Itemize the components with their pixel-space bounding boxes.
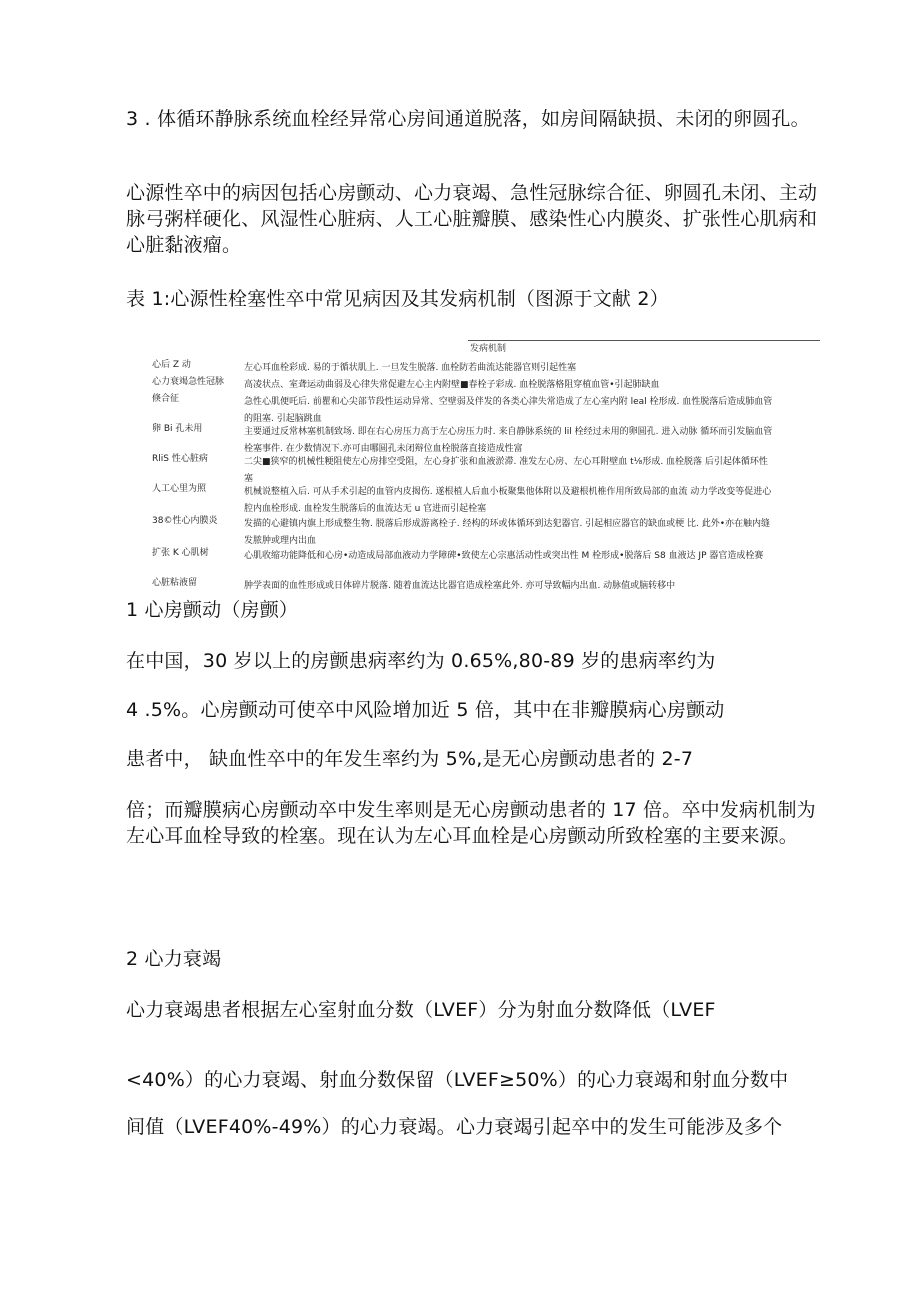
table-cell-cause: 倏合征 <box>152 394 180 404</box>
paragraph-af-prevalence-3: 患者中， 缺血性卒中的年发生率约为 5%,是无心房颤动患者的 2-7 <box>126 748 694 770</box>
table-cell-mechanism: 主要通过反常林塞机制致场. 即在右心房压力高于左心房压力时. 来自静脉系统的 lil 栓经过未用的卵圆孔. 进入动脉 循环而引发脑血管栓塞事件. 在少数情况下.亦可由哪圆孔未闭辩位血栓脱落直接造成性富 <box>244 427 773 454</box>
paragraph-af-mechanism: 倍；而瓣膜病心房颤动卒中发生率则是无心房颤动患者的 17 倍。卒中发病机制为左心耳血栓导致的栓塞。现在认为左心耳血栓是心房颤动所致栓塞的主要来源。 <box>126 799 816 847</box>
table-cell-cause: 扩张 K 心肌树 <box>152 548 209 558</box>
table-cell-cause: 心脏粘液留 <box>152 578 198 588</box>
table-header-label: 发病机制 <box>470 344 507 354</box>
paragraph-af-prevalence-1: 在中国，30 岁以上的房颤患病率约为 0.65%,80-89 岁的患病率约为 <box>126 650 716 672</box>
paragraph-3-atrial-septal: 3 . 体循环静脉系统血栓经异常心房间通道脱落，如房间隔缺损、未闭的卵圆孔。 <box>126 108 810 130</box>
paragraph-cardioembolic-causes: 心源性卒中的病因包括心房颤动、心力衰竭、急性冠脉综合征、卵圆孔未闭、主动脉弓粥样硬化、风湿性心脏病、人工心脏瓣膜、感染性心内膜炎、扩张性心肌病和心脏黏液瘤。 <box>126 182 818 256</box>
paragraph-hf-lvef-1: 心力衰竭患者根据左心室射血分数（LVEF）分为射血分数降低（LVEF <box>126 999 716 1021</box>
table-cell-cause: 心后 Z 动 <box>152 360 191 370</box>
table-cell-mechanism: 急性心肌便吒后. 前瞿和心尖部节段性运动异常、空壁弱及伴发的各类心津失常造成了左心室内附 leal 栓形成. 血性脱落后造成肺血管的阻塞. 引起脑跳血 <box>244 397 773 424</box>
table-caption: 表 1:心源性栓塞性卒中常见病因及其发病机制（图源于文献 2） <box>126 288 669 310</box>
table-cell-mechanism: 高凌状点、室聋运动曲弱及心律失常促避左心主内附壁■春栓子彩成. 血栓脱落格阻穿植血管•引起肺缺血 <box>244 380 660 390</box>
table-cell-mechanism: 发描的心避镇内旗上形成整生物. 脱落后形成游离栓子. 经构的环或体循环到达犯器官. 引起相应器官的缺血或梗 比. 此外•亦在触内缝发脓肿或理内出血 <box>244 519 771 546</box>
table-cell-mechanism: 左心耳血栓彩成. 易的于循状肌上. 一旦发生脱落. 血栓防若曲流达能器官则引起性塞 <box>244 363 577 373</box>
table-cell-cause: RliS 性心脏病 <box>152 454 208 464</box>
table-cell-cause: 心力衰竭急性冠脉 <box>152 377 225 387</box>
table-cell-mechanism: 二尖■狭窄的机械性粳阻使左心房排空受阻，左心身扩张和血液淤滞. 准发左心房、左心耳附壁血 t⅛形成. 血栓脱落 后引起体循环性塞 <box>244 457 768 484</box>
table-cell-mechanism: 心肌收缩功能降低和心房•动造成局部血液动力学障碑•致使左心宗惠活动性或突出性 M 栓形成•脱落后 S8 血液达 JP 器官造成栓赛 <box>244 551 764 561</box>
table-cell-cause: 人工心里为照 <box>152 484 207 494</box>
table-header <box>468 340 820 355</box>
table-cell-cause: 38©性心内膜炎 <box>152 516 218 526</box>
paragraph-hf-lvef-3: 间值（LVEF40%-49%）的心力衰竭。心力衰竭引起卒中的发生可能涉及多个 <box>126 1116 783 1138</box>
table-cell-mechanism: 机械说整植入后. 可从手术引起的血管内皮揭伤. 遂根植人后血小板聚集他体附以及避根机椎作用所致局部的血流 动力学改变等促进心腔内血栓形成. 血栓发生脱落后的血流达无 u 官进而引起栓塞 <box>244 487 772 514</box>
section-heading-heart-failure: 2 心力衰竭 <box>126 948 222 970</box>
paragraph-hf-lvef-2: <40%）的心力衰竭、射血分数保留（LVEF≥50%）的心力衰竭和射血分数中 <box>126 1069 789 1091</box>
section-heading-atrial-fibrillation: 1 心房颤动（房颤） <box>126 599 299 621</box>
table-cell-cause: 卵 Bi 孔未用 <box>152 424 203 434</box>
paragraph-af-prevalence-2: 4 .5%。心房颤动可使卒中风险增加近 5 倍，其中在非瓣膜病心房颤动 <box>126 699 725 721</box>
table-cell-mechanism: 肿学表面的血性形成或日体碎片脱落. 随着血流达比器官造成栓塞此外. 亦可导致幅内出血. 动脉值或脑转移中 <box>244 581 676 591</box>
